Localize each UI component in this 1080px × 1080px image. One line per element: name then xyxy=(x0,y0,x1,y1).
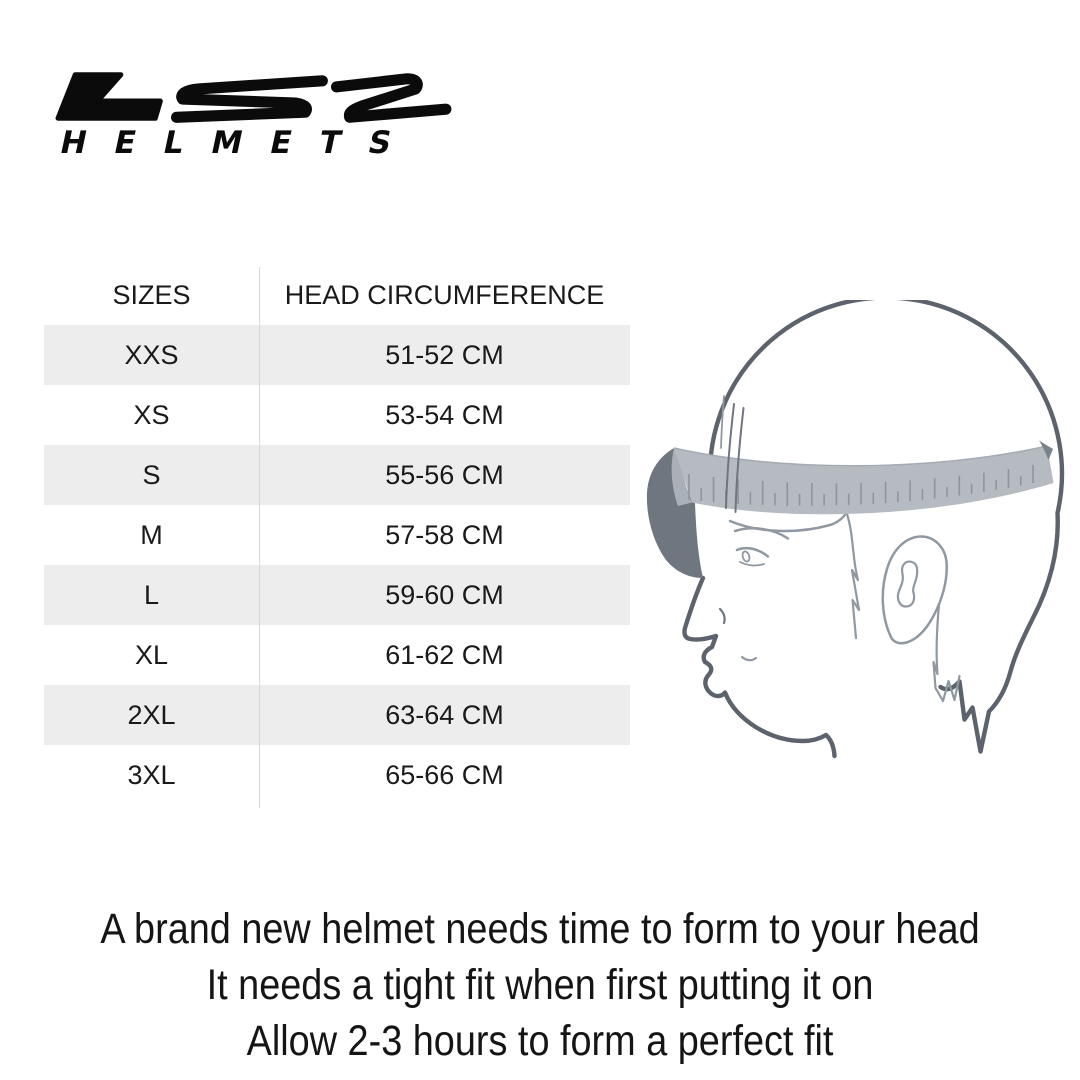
ls2-logo-icon xyxy=(55,70,455,124)
size-chart xyxy=(44,265,630,805)
note-line: Allow 2-3 hours to form a perfect fit xyxy=(246,1017,834,1065)
header-circumference: HEAD CIRCUMFERENCE xyxy=(284,279,605,310)
table-row xyxy=(44,685,630,745)
circumference-cell: 65-66 CM xyxy=(385,759,504,790)
column-divider xyxy=(259,267,260,808)
size-cell: XS xyxy=(133,399,170,430)
header-sizes: SIZES xyxy=(112,279,191,310)
table-row xyxy=(44,505,630,565)
circumference-cell: 55-56 CM xyxy=(385,459,504,490)
size-cell: 2XL xyxy=(127,699,176,730)
circumference-cell: 57-58 CM xyxy=(385,519,504,550)
table-row xyxy=(44,445,630,505)
circumference-cell: 63-64 CM xyxy=(385,699,504,730)
size-cell: S xyxy=(142,459,161,490)
table-row xyxy=(44,625,630,685)
size-cell: L xyxy=(143,579,160,610)
circumference-cell: 51-52 CM xyxy=(385,339,504,370)
size-cell: 3XL xyxy=(127,759,176,790)
table-row xyxy=(44,745,630,805)
table-row xyxy=(44,385,630,445)
brand-wordmark: HELMETS xyxy=(56,125,423,161)
note-line: It needs a tight fit when first putting it on xyxy=(206,961,874,1009)
brand-logo xyxy=(55,70,455,180)
size-cell: XXS xyxy=(124,339,179,370)
table-body xyxy=(44,325,630,805)
head-measuring-tape-icon xyxy=(640,300,1080,780)
fitting-note xyxy=(0,901,1080,1069)
table-row xyxy=(44,565,630,625)
size-cell: M xyxy=(140,519,163,550)
circumference-cell: 61-62 CM xyxy=(385,639,504,670)
table-header-row xyxy=(44,265,630,325)
circumference-cell: 59-60 CM xyxy=(385,579,504,610)
table-row xyxy=(44,325,630,385)
circumference-cell: 53-54 CM xyxy=(385,399,504,430)
note-line: A brand new helmet needs time to form to your head xyxy=(100,905,980,953)
size-cell: XL xyxy=(134,639,169,670)
